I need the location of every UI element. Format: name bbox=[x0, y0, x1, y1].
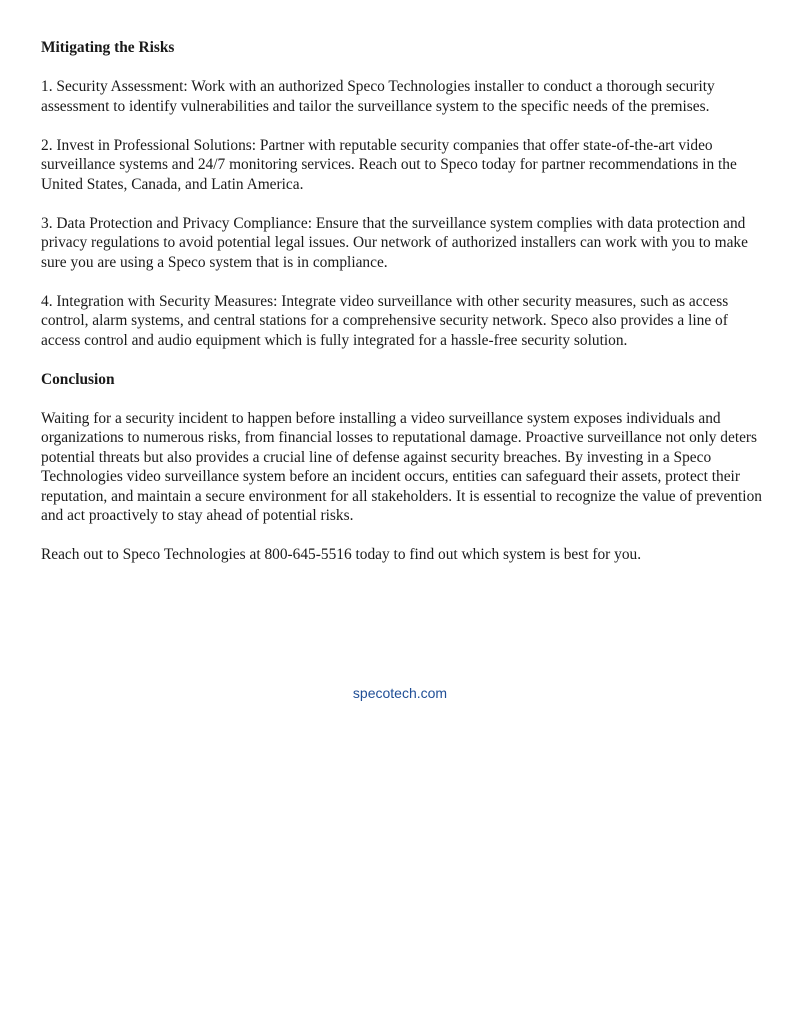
website-link[interactable]: specotech.com bbox=[352, 685, 448, 701]
risk-item-security-assessment: 1. Security Assessment: Work with an authorized Speco Technologies installer to conduct a thorough security assessment to identify vulnerabilities and tailor the surveillance system to the specific needs of the premises. bbox=[41, 78, 715, 115]
section-heading-conclusion: Conclusion bbox=[41, 370, 115, 388]
document-body bbox=[41, 38, 765, 584]
risk-item-data-protection: 3. Data Protection and Privacy Compliance: Ensure that the surveillance system complies with data protection and privacy regulations to avoid potential legal issues. Our network of authorized installers can work with you to make sure you are using a Speco system that is in compliance. bbox=[41, 214, 748, 271]
section-heading-mitigating-risks: Mitigating the Risks bbox=[41, 39, 175, 56]
risk-item-professional-solutions: 2. Invest in Professional Solutions: Partner with reputable security companies that offer state-of-the-art video surveillance systems and 24/7 monitoring services. Reach out to Speco today for partner recommendations in the United States, Canada, and Latin America. bbox=[41, 136, 737, 193]
conclusion-paragraph: Waiting for a security incident to happen before installing a video surveillance system exposes individuals and organizations to numerous risks, from financial losses to reputational damage. Proactive surveillance not only deters potential threats but also provides a crucial line of defense against security breaches. By investing in a Speco Technologies video surveillance system before an incident occurs, entities can safeguard their assets, protect their reputation, and maintain a secure environment for all stakeholders. It is essential to recognize the value of prevention and act proactively to stay ahead of potential risks. bbox=[41, 409, 762, 524]
risk-item-integration: 4. Integration with Security Measures: Integrate video surveillance with other security measures, such as access control, alarm systems, and central stations for a comprehensive security network. Speco also provides a line of access control and audio equipment which is fully integrated for a hassle-free security solution. bbox=[41, 292, 729, 349]
contact-paragraph: Reach out to Speco Technologies at 800-645-5516 today to find out which system is best for you. bbox=[41, 546, 642, 563]
